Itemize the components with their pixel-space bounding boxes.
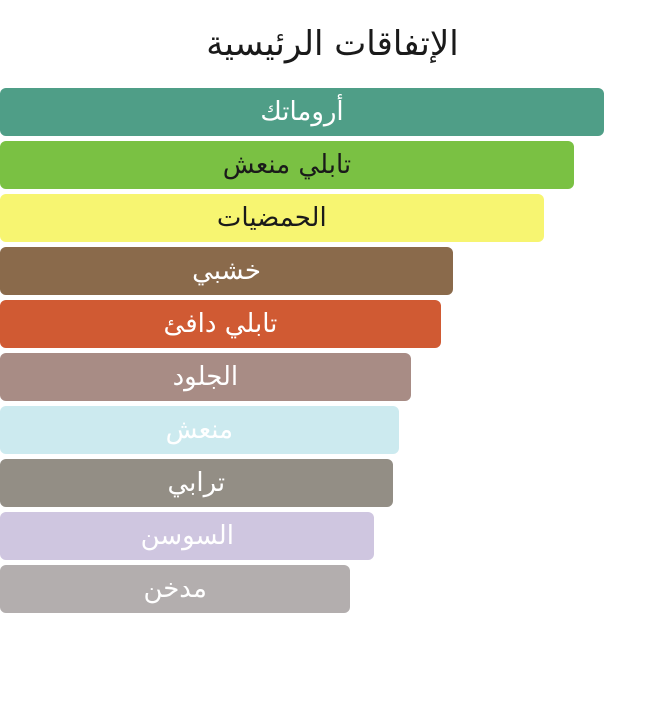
bar-label: الحمضيات bbox=[216, 203, 327, 234]
bar-item bbox=[0, 565, 350, 613]
bar-label: مدخن bbox=[143, 574, 207, 605]
bar-label: أروماتك bbox=[260, 97, 344, 128]
bar-list bbox=[0, 88, 665, 613]
chart-title: الإتفاقات الرئيسية bbox=[206, 24, 459, 64]
bar-item bbox=[0, 194, 544, 242]
bar-label: السوسن bbox=[140, 521, 234, 552]
bar-item bbox=[0, 247, 453, 295]
bar-label: تابلي منعش bbox=[222, 150, 352, 181]
bar-label: خشبي bbox=[192, 256, 261, 287]
bar-item bbox=[0, 406, 399, 454]
bar-item bbox=[0, 300, 441, 348]
bar-item bbox=[0, 459, 393, 507]
bar-label: الجلود bbox=[172, 362, 239, 393]
bar-item bbox=[0, 512, 374, 560]
bar-label: منعش bbox=[165, 415, 234, 446]
bar-item bbox=[0, 88, 604, 136]
bar-label: ترابي bbox=[167, 468, 226, 499]
bar-item bbox=[0, 353, 411, 401]
bar-item bbox=[0, 141, 574, 189]
bar-label: تابلي دافئ bbox=[163, 309, 278, 340]
